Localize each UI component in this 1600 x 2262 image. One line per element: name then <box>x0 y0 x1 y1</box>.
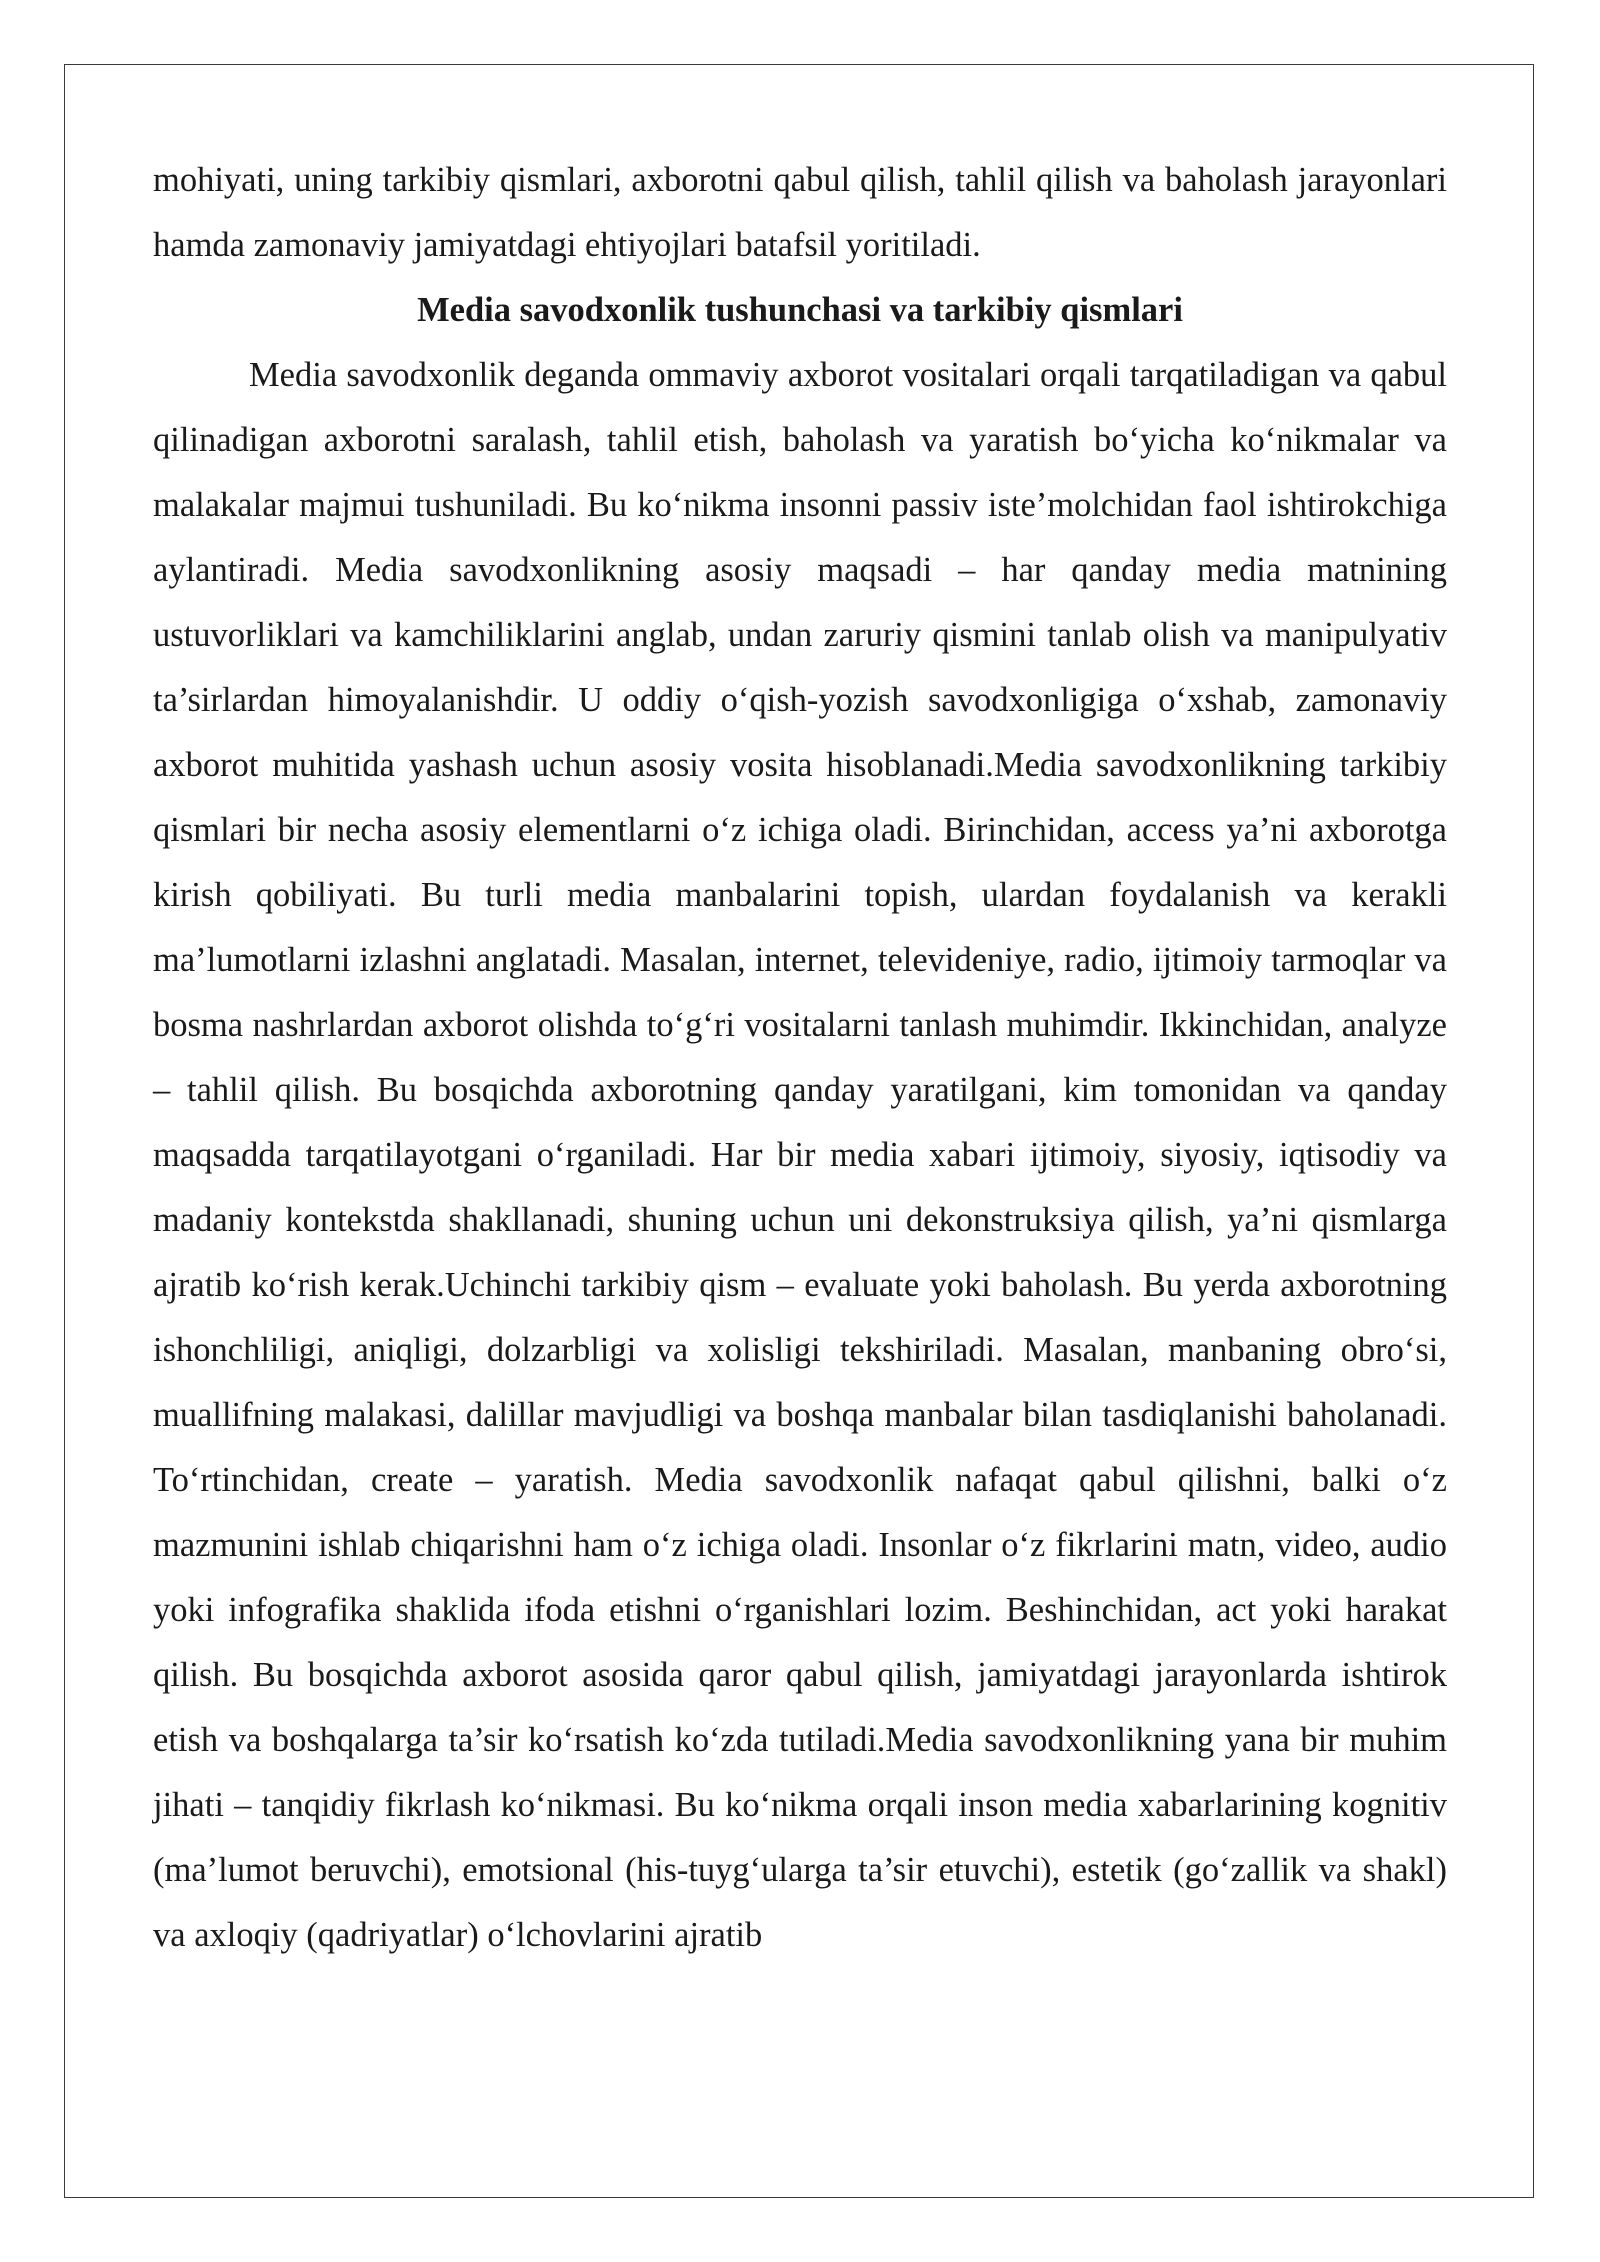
intro-paragraph: mohiyati, uning tarkibiy qismlari, axborotni qabul qilish, tahlil qilish va baholash jarayonlari hamda zamonaviy jamiyatdagi ehtiyojlari batafsil yoritiladi. <box>153 161 1447 264</box>
body-paragraph: Media savodxonlik deganda ommaviy axborot vositalari orqali tarqatiladigan va qabul qilinadigan axborotni saralash, tahlil etish, baholash va yaratish bo‘yicha ko‘nikmalar va malakalar majmui tushuniladi. Bu ko‘nikma insonni passiv iste’molchidan faol ishtirokchiga aylantiradi. Media savodxonlikning asosiy maqsadi – har qanday media matnining ustuvorliklari va kamchiliklarini anglab, undan zaruriy qismini tanlab olish va manipulyativ ta’sirlardan himoyalanishdir. U oddiy o‘qish-yozish savodxonligiga o‘xshab, zamonaviy axborot muhitida yashash uchun asosiy vosita hisoblanadi.Media savodxonlikning tarkibiy qismlari bir necha asosiy elementlarni o‘z ichiga oladi. Birinchidan, access ya’ni axborotga kirish qobiliyati. Bu turli media manbalarini topish, ulardan foydalanish va kerakli ma’lumotlarni izlashni anglatadi. Masalan, internet, televideniye, radio, ijtimoiy tarmoqlar va bosma nashrlardan axborot olishda to‘g‘ri vositalarni tanlash muhimdir. Ikkinchidan, analyze – tahlil qilish. Bu bosqichda axborotning qanday yaratilgani, kim tomonidan va qanday maqsadda tarqatilayotgani o‘rganiladi. Har bir media xabari ijtimoiy, siyosiy, iqtisodiy va madaniy kontekstda shakllanadi, shuning uchun uni dekonstruksiya qilish, ya’ni qismlarga ajratib ko‘rish kerak.Uchinchi tarkibiy qism – evaluate yoki baholash. Bu yerda axborotning ishonchliligi, aniqligi, dolzarbligi va xolisligi tekshiriladi. Masalan, manbaning obro‘si, muallifning malakasi, dalillar mavjudligi va boshqa manbalar bilan tasdiqlanishi baholanadi. To‘rtinchidan, create – yaratish. Media savodxonlik nafaqat qabul qilishni, balki o‘z mazmunini ishlab chiqarishni ham o‘z ichiga oladi. Insonlar o‘z fikrlarini matn, video, audio yoki infografika shaklida ifoda etishni o‘rganishlari lozim. Beshinchidan, act yoki harakat qilish. Bu bosqichda axborot asosida qaror qabul qilish, jamiyatdagi jarayonlarda ishtirok etish va boshqalarga ta’sir ko‘rsatish ko‘zda tutiladi.Media savodxonlikning yana bir muhim jihati – tanqidiy fikrlash ko‘nikmasi. Bu ko‘nikma orqali inson media xabarlarining kognitiv (ma’lumot beruvchi), emotsional (his-tuyg‘ularga ta’sir etuvchi), estetik (go‘zallik va shakl) va axloqiy (qadriyatlar) o‘lchovlarini ajratib <box>153 356 1447 1954</box>
document-body <box>153 148 1447 1968</box>
section-heading: Media savodxonlik tushunchasi va tarkibiy qismlari <box>417 291 1183 329</box>
